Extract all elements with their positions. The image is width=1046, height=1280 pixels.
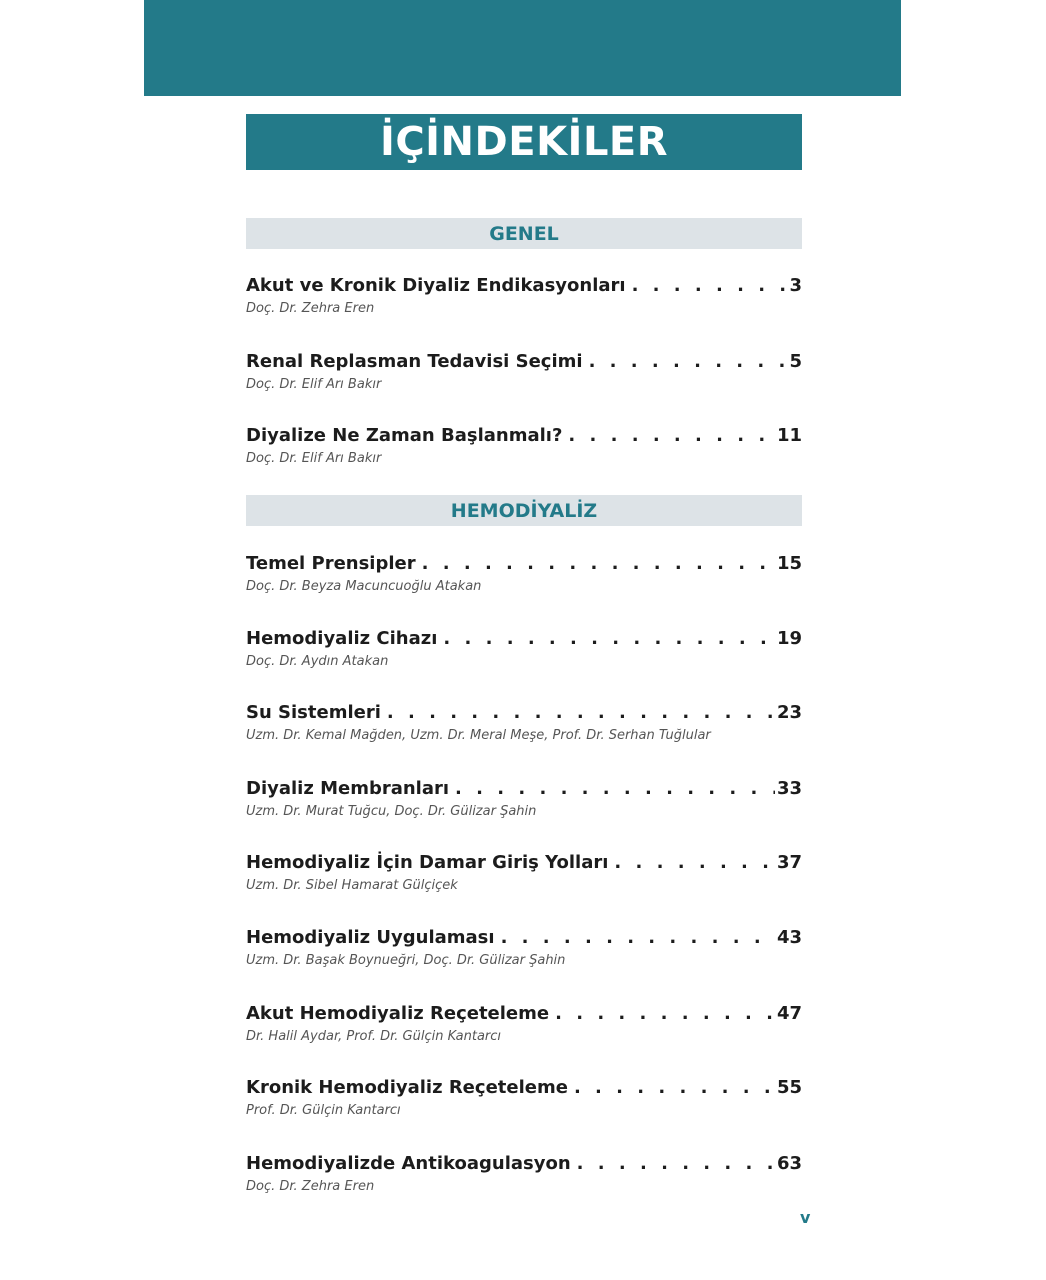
toc-entry[interactable] (246, 351, 802, 392)
entry-author: Uzm. Dr. Murat Tuğcu, Doç. Dr. Gülizar Şahin (246, 804, 537, 819)
section-header-genel (246, 218, 802, 249)
entry-author: Doç. Dr. Zehra Eren (246, 1179, 375, 1194)
dot-leader (501, 927, 775, 948)
toc-entry[interactable] (246, 1077, 802, 1118)
toc-entry[interactable] (246, 1003, 802, 1044)
entry-author: Uzm. Dr. Başak Boynueğri, Doç. Dr. Gülizar Şahin (246, 953, 566, 968)
entry-title: Temel Prensipler (246, 553, 416, 574)
dot-leader (555, 1003, 775, 1024)
entry-title: Akut Hemodiyaliz Reçeteleme (246, 1003, 550, 1024)
header-band (144, 0, 901, 96)
entry-author: Doç. Dr. Zehra Eren (246, 301, 375, 316)
toc-entry[interactable] (246, 628, 802, 669)
title-banner (246, 114, 802, 170)
dot-leader (589, 351, 788, 372)
dot-leader (577, 1153, 775, 1174)
entry-title: Hemodiyalizde Antikoagulasyon (246, 1153, 571, 1174)
entry-page-number: 15 (776, 553, 802, 574)
entry-page-number: 43 (776, 927, 802, 948)
entry-page-number: 3 (789, 275, 802, 296)
dot-leader (568, 425, 775, 446)
toc-entry[interactable] (246, 702, 802, 743)
entry-page-number: 37 (776, 852, 802, 873)
dot-leader (574, 1077, 775, 1098)
entry-title: Kronik Hemodiyaliz Reçeteleme (246, 1077, 568, 1098)
dot-leader (632, 275, 788, 296)
entry-author: Doç. Dr. Beyza Macuncuoğlu Atakan (246, 579, 482, 594)
entry-title: Akut ve Kronik Diyaliz Endikasyonları (246, 275, 626, 296)
toc-entry[interactable] (246, 927, 802, 968)
dot-leader (455, 778, 775, 799)
entry-page-number: 47 (776, 1003, 802, 1024)
entry-title: Diyalize Ne Zaman Başlanmalı? (246, 425, 563, 446)
entry-author: Uzm. Dr. Kemal Mağden, Uzm. Dr. Meral Meşe, Prof. Dr. Serhan Tuğlular (246, 728, 711, 743)
entry-title: Su Sistemleri (246, 702, 381, 723)
entry-title: Hemodiyaliz İçin Damar Giriş Yolları (246, 852, 609, 873)
entry-title: Renal Replasman Tedavisi Seçimi (246, 351, 583, 372)
dot-leader (614, 852, 775, 873)
toc-entry[interactable] (246, 1153, 802, 1194)
entry-page-number: 55 (776, 1077, 802, 1098)
entry-author: Dr. Halil Aydar, Prof. Dr. Gülçin Kantarcı (246, 1029, 502, 1044)
entry-author: Uzm. Dr. Sibel Hamarat Gülçiçek (246, 878, 458, 893)
section-heading: GENEL (489, 222, 559, 245)
entry-page-number: 11 (776, 425, 802, 446)
entry-author: Doç. Dr. Elif Arı Bakır (246, 377, 382, 392)
entry-page-number: 5 (789, 351, 802, 372)
entry-page-number: 63 (776, 1153, 802, 1174)
entry-author: Doç. Dr. Elif Arı Bakır (246, 451, 382, 466)
toc-entry[interactable] (246, 778, 802, 819)
entry-author: Prof. Dr. Gülçin Kantarcı (246, 1103, 401, 1118)
toc-entry[interactable] (246, 275, 802, 316)
toc-entry[interactable] (246, 553, 802, 594)
dot-leader (422, 553, 775, 574)
toc-entry[interactable] (246, 425, 802, 466)
entry-author: Doç. Dr. Aydın Atakan (246, 654, 389, 669)
dot-leader (443, 628, 775, 649)
entry-title: Hemodiyaliz Uygulaması (246, 927, 495, 948)
entry-page-number: 33 (776, 778, 802, 799)
section-header-hemodiyaliz (246, 495, 802, 526)
entry-title: Diyaliz Membranları (246, 778, 450, 799)
page-title: İÇİNDEKİLER (379, 119, 669, 165)
entry-page-number: 19 (776, 628, 802, 649)
entry-page-number: 23 (776, 702, 802, 723)
footer-page-number: v (800, 1208, 811, 1227)
toc-entry[interactable] (246, 852, 802, 893)
section-heading: HEMODİYALİZ (450, 499, 598, 522)
dot-leader (387, 702, 775, 723)
entry-title: Hemodiyaliz Cihazı (246, 628, 438, 649)
